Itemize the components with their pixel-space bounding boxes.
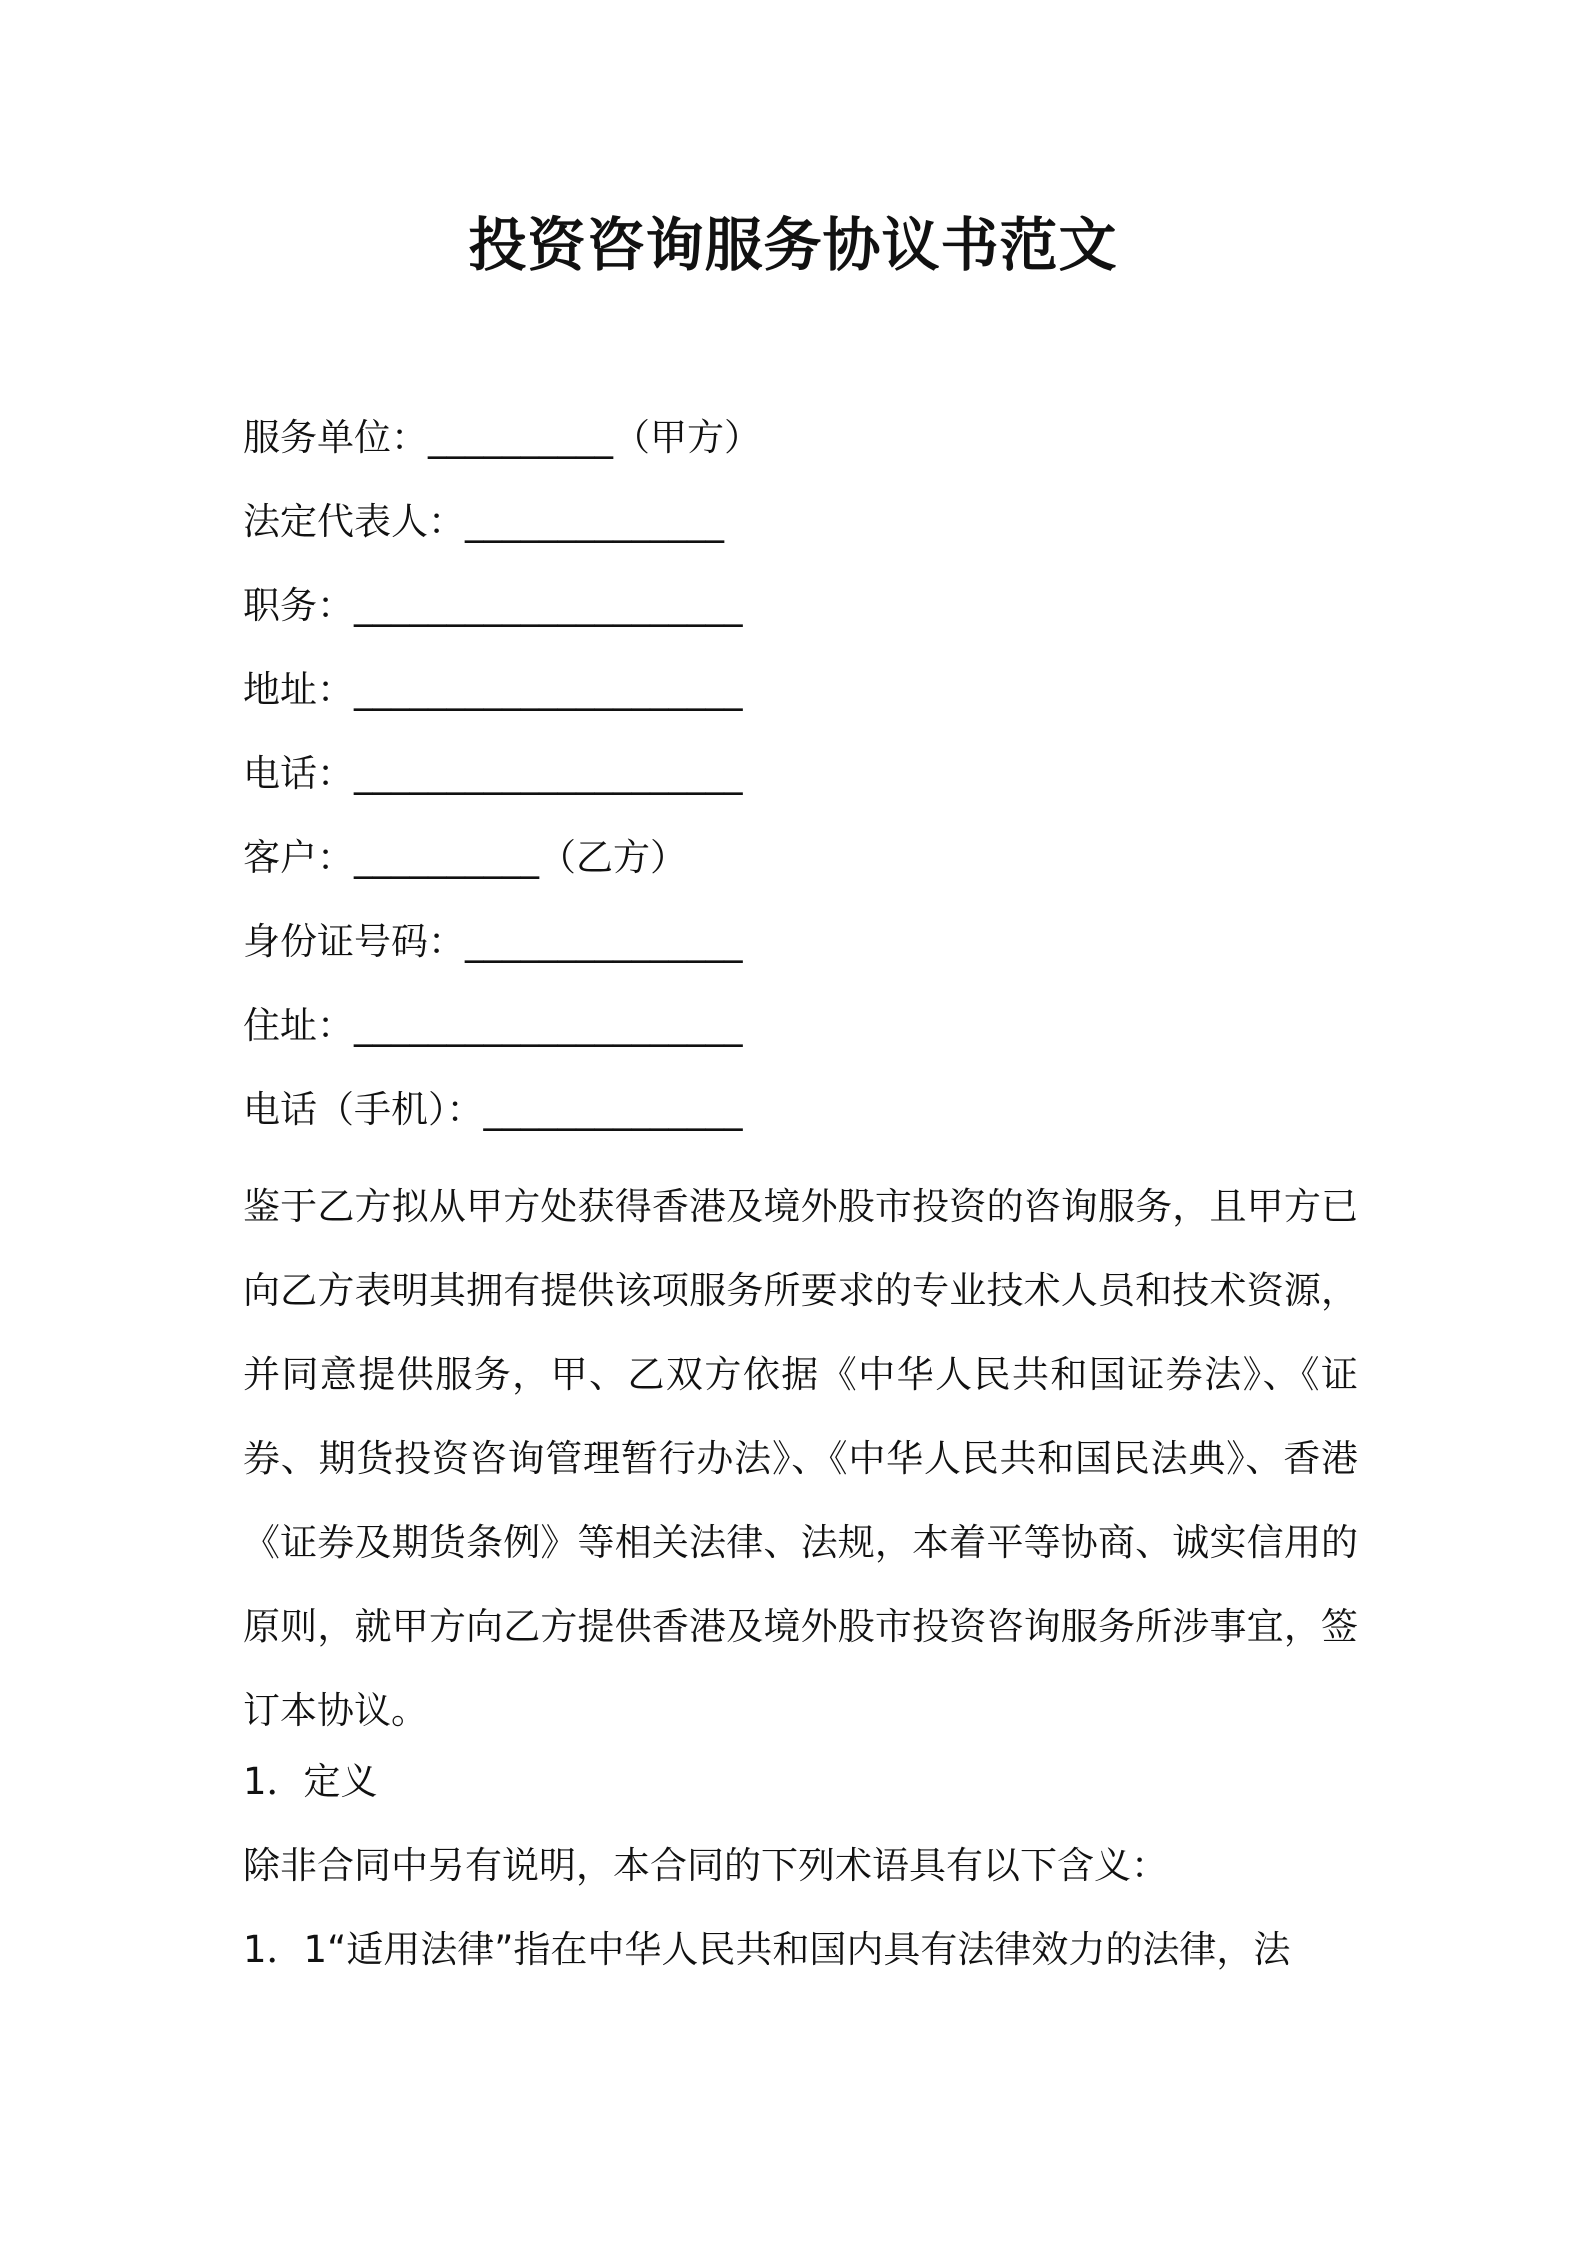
field-position: 职务：_____________________	[243, 584, 743, 627]
field-client: 客户：__________（乙方）	[243, 836, 687, 879]
field-legal-representative: 法定代表人：______________	[243, 500, 724, 543]
section-1-1-text: 1．1“适用法律”指在中华人民共和国内具有法律效力的法律，法	[243, 1928, 1291, 1971]
preamble-paragraph: 鉴于乙方拟从甲方处获得香港及境外股市投资的咨询服务，且甲方已向乙方表明其拥有提供该项服务所要求的专业技术人员和技术资源，并同意提供服务，甲、乙双方依据《中华人民共和国证券法》、《证券、期货投资咨询管理暂行办法》、《中华人民共和国民法典》、香港《证券及期货条例》等相关法律、法规，本着平等协商、诚实信用的原则，就甲方向乙方提供香港及境外股市投资咨询服务所涉事宜，签订本协议。	[243, 1185, 1358, 1732]
section-1-intro: 除非合同中另有说明，本合同的下列术语具有以下含义：	[243, 1844, 1168, 1887]
document-title: 投资咨询服务协议书范文	[468, 211, 1118, 279]
field-mobile-phone: 电话（手机）：______________	[243, 1088, 743, 1131]
field-id-number: 身份证号码：_______________	[243, 920, 743, 963]
field-service-unit: 服务单位：__________（甲方）	[243, 416, 761, 459]
field-residence: 住址：_____________________	[243, 1004, 743, 1047]
field-address: 地址：_____________________	[243, 668, 743, 711]
field-phone: 电话：_____________________	[243, 752, 743, 795]
section-1-heading: 1．定义	[243, 1760, 378, 1803]
